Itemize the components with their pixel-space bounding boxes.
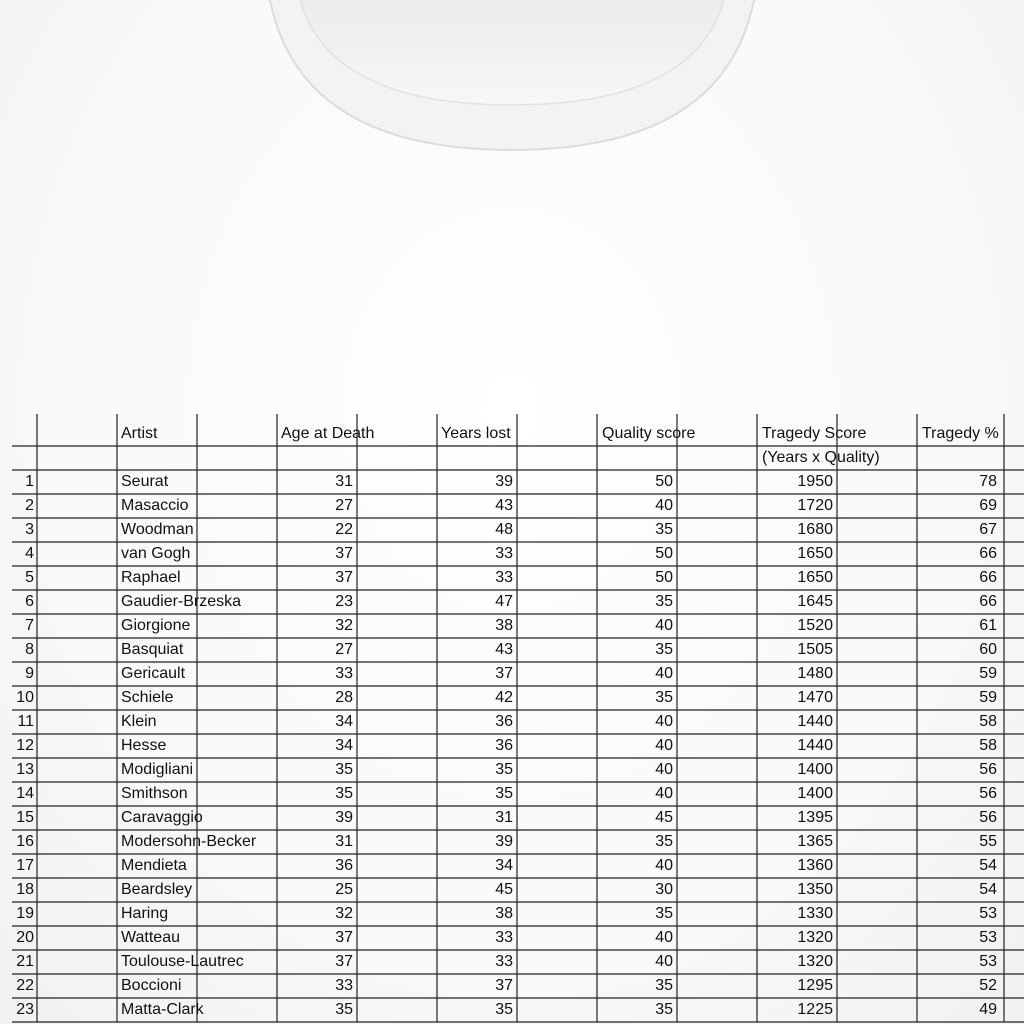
quality-score: 40 bbox=[655, 761, 673, 778]
tragedy-pct: 52 bbox=[979, 977, 997, 994]
quality-score: 50 bbox=[655, 569, 673, 586]
row-number: 2 bbox=[25, 497, 34, 514]
artist-name: Modersohn-Becker bbox=[121, 833, 257, 850]
age-at-death: 25 bbox=[335, 881, 353, 898]
tragedy-score: 1350 bbox=[797, 881, 833, 898]
years-lost: 39 bbox=[495, 473, 513, 490]
tragedy-score: 1360 bbox=[797, 857, 833, 874]
artist-name: Modigliani bbox=[121, 761, 194, 778]
row-number: 23 bbox=[16, 1001, 34, 1018]
years-lost: 47 bbox=[495, 593, 513, 610]
years-lost: 42 bbox=[495, 689, 513, 706]
artist-name: Boccioni bbox=[121, 977, 182, 994]
years-lost: 33 bbox=[495, 953, 513, 970]
quality-score: 40 bbox=[655, 953, 673, 970]
tragedy-pct: 56 bbox=[979, 761, 997, 778]
age-at-death: 34 bbox=[335, 737, 353, 754]
quality-score: 40 bbox=[655, 857, 673, 874]
age-at-death: 27 bbox=[335, 641, 353, 658]
tragedy-pct: 67 bbox=[979, 521, 997, 538]
quality-score: 45 bbox=[655, 809, 673, 826]
tragedy-pct: 60 bbox=[979, 641, 997, 658]
years-lost: 35 bbox=[495, 1001, 513, 1018]
age-at-death: 39 bbox=[335, 809, 353, 826]
tragedy-score: 1480 bbox=[797, 665, 833, 682]
artist-name: Raphael bbox=[121, 569, 181, 586]
years-lost: 37 bbox=[495, 977, 513, 994]
row-number: 19 bbox=[16, 905, 34, 922]
tragedy-pct: 66 bbox=[979, 545, 997, 562]
artist-name: Woodman bbox=[121, 521, 194, 538]
quality-score: 40 bbox=[655, 785, 673, 802]
row-number: 15 bbox=[16, 809, 34, 826]
tragedy-score: 1520 bbox=[797, 617, 833, 634]
tragedy-score: 1440 bbox=[797, 737, 833, 754]
artist-name: Gericault bbox=[121, 665, 186, 682]
age-at-death: 37 bbox=[335, 545, 353, 562]
artist-name: Smithson bbox=[121, 785, 188, 802]
age-at-death: 31 bbox=[335, 833, 353, 850]
quality-score: 40 bbox=[655, 497, 673, 514]
tragedy-score: 1720 bbox=[797, 497, 833, 514]
age-at-death: 35 bbox=[335, 1001, 353, 1018]
artist-name: Mendieta bbox=[121, 857, 187, 874]
tragedy-score: 1470 bbox=[797, 689, 833, 706]
age-at-death: 31 bbox=[335, 473, 353, 490]
artist-name: Watteau bbox=[121, 929, 180, 946]
artist-name: Giorgione bbox=[121, 617, 191, 634]
tragedy-score: 1400 bbox=[797, 761, 833, 778]
years-lost: 38 bbox=[495, 905, 513, 922]
age-at-death: 37 bbox=[335, 929, 353, 946]
row-number: 6 bbox=[25, 593, 34, 610]
tragedy-pct: 58 bbox=[979, 713, 997, 730]
age-at-death: 23 bbox=[335, 593, 353, 610]
tragedy-pct: 56 bbox=[979, 785, 997, 802]
quality-score: 35 bbox=[655, 641, 673, 658]
age-at-death: 32 bbox=[335, 617, 353, 634]
header-artist: Artist bbox=[121, 425, 158, 442]
years-lost: 34 bbox=[495, 857, 513, 874]
age-at-death: 32 bbox=[335, 905, 353, 922]
header-years-lost: Years lost bbox=[441, 425, 511, 442]
years-lost: 37 bbox=[495, 665, 513, 682]
header-age-at-death: Age at Death bbox=[281, 425, 375, 442]
row-number: 17 bbox=[16, 857, 34, 874]
tragedy-pct: 66 bbox=[979, 593, 997, 610]
tragedy-pct: 49 bbox=[979, 1001, 997, 1018]
row-number: 8 bbox=[25, 641, 34, 658]
header-tragedy-subtitle: (Years x Quality) bbox=[762, 449, 880, 466]
years-lost: 31 bbox=[495, 809, 513, 826]
years-lost: 36 bbox=[495, 737, 513, 754]
years-lost: 43 bbox=[495, 641, 513, 658]
tragedy-pct: 78 bbox=[979, 473, 997, 490]
artist-name: Klein bbox=[121, 713, 157, 730]
tragedy-score: 1950 bbox=[797, 473, 833, 490]
row-number: 21 bbox=[16, 953, 34, 970]
tragedy-pct: 56 bbox=[979, 809, 997, 826]
years-lost: 35 bbox=[495, 785, 513, 802]
age-at-death: 33 bbox=[335, 977, 353, 994]
tragedy-pct: 54 bbox=[979, 881, 997, 898]
artist-name: Gaudier-Brzeska bbox=[121, 593, 242, 610]
tragedy-pct: 55 bbox=[979, 833, 997, 850]
years-lost: 35 bbox=[495, 761, 513, 778]
tragedy-pct: 59 bbox=[979, 665, 997, 682]
row-number: 11 bbox=[17, 713, 34, 730]
years-lost: 48 bbox=[495, 521, 513, 538]
tragedy-score: 1400 bbox=[797, 785, 833, 802]
tragedy-score: 1505 bbox=[797, 641, 833, 658]
header-tragedy-pct: Tragedy % bbox=[922, 425, 999, 442]
artist-name: Schiele bbox=[121, 689, 174, 706]
quality-score: 40 bbox=[655, 929, 673, 946]
tragedy-score: 1645 bbox=[797, 593, 833, 610]
row-number: 9 bbox=[25, 665, 34, 682]
row-number: 13 bbox=[16, 761, 34, 778]
age-at-death: 27 bbox=[335, 497, 353, 514]
row-number: 7 bbox=[25, 617, 34, 634]
quality-score: 35 bbox=[655, 977, 673, 994]
age-at-death: 37 bbox=[335, 569, 353, 586]
years-lost: 39 bbox=[495, 833, 513, 850]
tragedy-pct: 53 bbox=[979, 929, 997, 946]
row-number: 22 bbox=[16, 977, 34, 994]
age-at-death: 22 bbox=[335, 521, 353, 538]
tragedy-score: 1320 bbox=[797, 953, 833, 970]
quality-score: 40 bbox=[655, 665, 673, 682]
quality-score: 35 bbox=[655, 1001, 673, 1018]
age-at-death: 35 bbox=[335, 761, 353, 778]
artist-name: Masaccio bbox=[121, 497, 189, 514]
tragedy-score: 1650 bbox=[797, 569, 833, 586]
tragedy-pct: 61 bbox=[979, 617, 997, 634]
row-number: 1 bbox=[25, 473, 34, 490]
header-tragedy-score: Tragedy Score bbox=[762, 425, 867, 442]
quality-score: 35 bbox=[655, 833, 673, 850]
artist-name: Beardsley bbox=[121, 881, 193, 898]
tragedy-pct: 66 bbox=[979, 569, 997, 586]
quality-score: 40 bbox=[655, 713, 673, 730]
artist-name: Basquiat bbox=[121, 641, 184, 658]
row-number: 4 bbox=[25, 545, 34, 562]
age-at-death: 37 bbox=[335, 953, 353, 970]
artist-name: van Gogh bbox=[121, 545, 191, 562]
years-lost: 36 bbox=[495, 713, 513, 730]
header-quality-score: Quality score bbox=[602, 425, 696, 442]
artist-name: Seurat bbox=[121, 473, 169, 490]
quality-score: 30 bbox=[655, 881, 673, 898]
row-number: 20 bbox=[16, 929, 34, 946]
age-at-death: 28 bbox=[335, 689, 353, 706]
quality-score: 35 bbox=[655, 593, 673, 610]
tragedy-pct: 54 bbox=[979, 857, 997, 874]
quality-score: 35 bbox=[655, 521, 673, 538]
quality-score: 40 bbox=[655, 737, 673, 754]
tragedy-pct: 69 bbox=[979, 497, 997, 514]
age-at-death: 33 bbox=[335, 665, 353, 682]
years-lost: 38 bbox=[495, 617, 513, 634]
artist-name: Toulouse-Lautrec bbox=[121, 953, 244, 970]
years-lost: 45 bbox=[495, 881, 513, 898]
tragedy-score: 1330 bbox=[797, 905, 833, 922]
artist-name: Caravaggio bbox=[121, 809, 203, 826]
quality-score: 35 bbox=[655, 689, 673, 706]
tragedy-pct: 58 bbox=[979, 737, 997, 754]
quality-score: 40 bbox=[655, 617, 673, 634]
tragedy-score: 1225 bbox=[797, 1001, 833, 1018]
quality-score: 50 bbox=[655, 545, 673, 562]
tragedy-score: 1440 bbox=[797, 713, 833, 730]
years-lost: 33 bbox=[495, 569, 513, 586]
years-lost: 33 bbox=[495, 929, 513, 946]
tragedy-score: 1650 bbox=[797, 545, 833, 562]
quality-score: 35 bbox=[655, 905, 673, 922]
years-lost: 33 bbox=[495, 545, 513, 562]
row-number: 16 bbox=[16, 833, 34, 850]
artist-name: Haring bbox=[121, 905, 169, 922]
quality-score: 50 bbox=[655, 473, 673, 490]
row-number: 5 bbox=[25, 569, 34, 586]
artist-name: Hesse bbox=[121, 737, 167, 754]
years-lost: 43 bbox=[495, 497, 513, 514]
age-at-death: 36 bbox=[335, 857, 353, 874]
tragedy-score: 1295 bbox=[797, 977, 833, 994]
age-at-death: 35 bbox=[335, 785, 353, 802]
tragedy-pct: 59 bbox=[979, 689, 997, 706]
tragedy-score: 1395 bbox=[797, 809, 833, 826]
row-number: 14 bbox=[16, 785, 34, 802]
tragedy-pct: 53 bbox=[979, 905, 997, 922]
row-number: 18 bbox=[16, 881, 34, 898]
tragedy-score: 1320 bbox=[797, 929, 833, 946]
row-number: 12 bbox=[16, 737, 34, 754]
tragedy-pct: 53 bbox=[979, 953, 997, 970]
age-at-death: 34 bbox=[335, 713, 353, 730]
row-number: 10 bbox=[16, 689, 34, 706]
tragedy-score: 1680 bbox=[797, 521, 833, 538]
artist-name: Matta-Clark bbox=[121, 1001, 204, 1018]
row-number: 3 bbox=[25, 521, 34, 538]
tragedy-score: 1365 bbox=[797, 833, 833, 850]
